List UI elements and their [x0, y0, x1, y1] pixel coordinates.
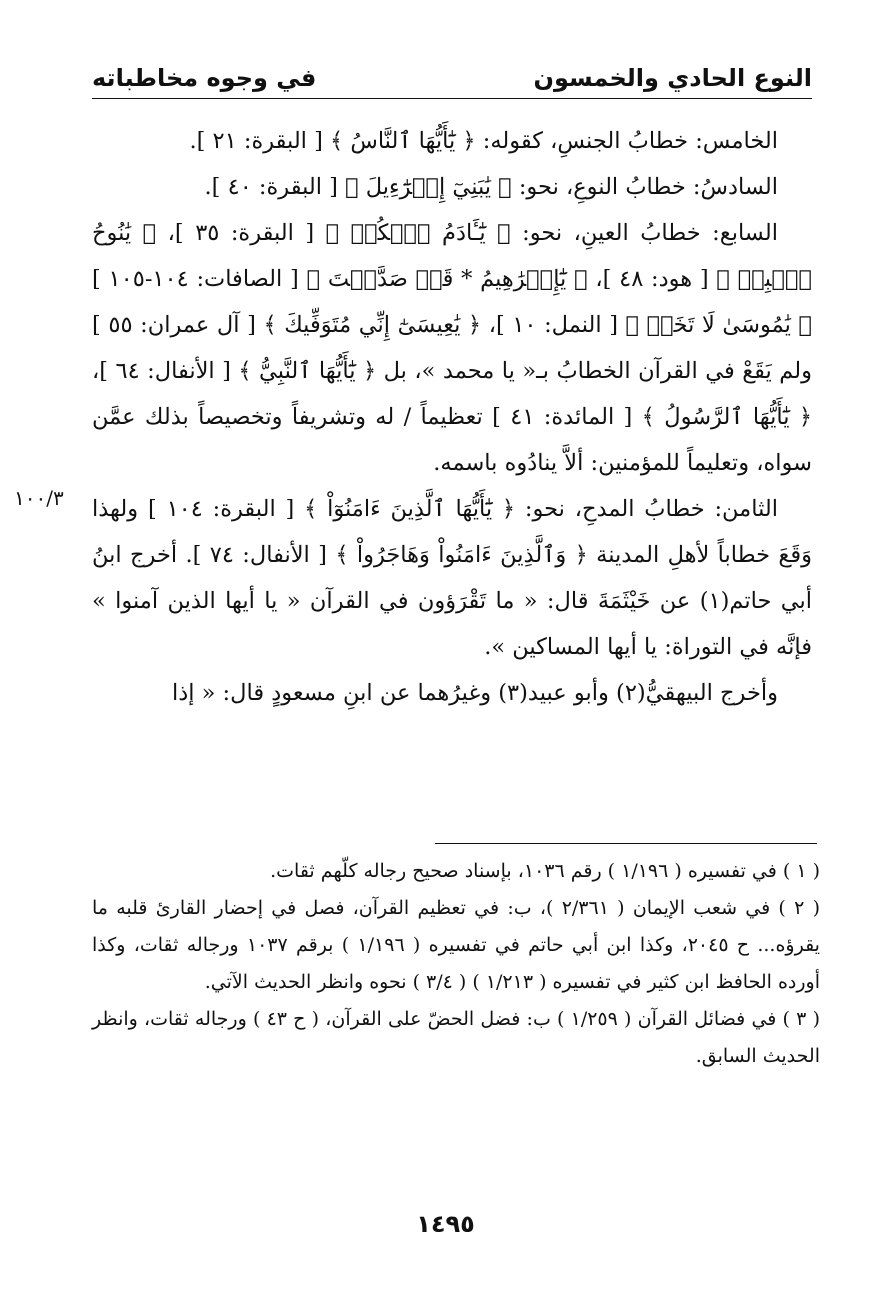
paragraph-eighth-address: الثامن: خطابُ المدحِ، نحو: ﴿ يَٰٓأَيُّهَا ٱلَّذِينَ ءَامَنُوٓاْ ﴾ [ البقرة: ١٠٤ ] ولهذا وَقَعَ خطاباً لأهلِ المدينة ﴿ وَٱلَّذِينَ ءَامَنُواْ وَهَاجَرُواْ ﴾ [ الأنفال: ٧٤ ]. أخرج ابنُ أبي حاتم(١) عن خَيْثَمَةَ قال: « ما تَقْرَؤون في القرآن « يا أيها الذين آمنوا » فإنَّه في التوراة: يا أيها المساكين ». — [92, 496, 812, 660]
footnote-separator — [435, 843, 817, 844]
paragraph-seventh-address: السابع: خطابُ العينِ، نحو: ﴿ يَٰٓـَٔادَمُ ٱسۡكُنۡ ﴾ [ البقرة: ٣٥ ]، ﴿ يَٰنُوحُ ٱهۡبِطۡ ﴾ [ هود: ٤٨ ]، ﴿ يَٰٓإِبۡرَٰهِيمُ * قَدۡ صَدَّقۡتَ ﴾ [ الصافات: ١٠٤-١٠٥ ] ﴿ يَٰمُوسَىٰ لَا تَخَفۡ ﴾ [ النمل: ١٠ ]، ﴿ يَٰعِيسَىٰٓ إِنِّي مُتَوَفِّيكَ ﴾ [ آل عمران: ٥٥ ] ولم يَقَعْ في القرآن الخطابُ بـ« يا محمد »، بل ﴿ يَٰٓأَيُّهَا ٱلنَّبِيُّ ﴾ [ الأنفال: ٦٤ ]، ﴿ يَٰٓأَيُّهَا ٱلرَّسُولُ ﴾ [ المائدة: ٤١ ] تعظيماً / له وتشريفاً وتخصيصاً بذلك عمَّن سواه، وتعليماً للمؤمنين: ألاَّ ينادُوه باسمه. — [92, 220, 813, 476]
footnote-1: ( ١ ) في تفسيره ( ١/١٩٦ ) رقم ١٠٣٦، بإسناد صحيح رجاله كلّهم ثقات. — [270, 860, 820, 882]
footnote-2: ( ٢ ) في شعب الإيمان ( ٢/٣٦١ )، ب: في تعظيم القرآن، فصل في إحضار القارئ قلبه ما يقرؤه... ح ٢٠٤٥، وكذا ابن أبي حاتم في تفسيره ( ١/١٩٦ ) برقم ١٠٣٧ ورجاله ثقات، وكذا أورده الحافظ ابن كثير في تفسيره ( ١/٢١٣ ) ( ٣/٤ ) نحوه وانظر الحديث الآتي. — [92, 897, 821, 993]
running-header — [92, 52, 812, 99]
paragraph-continued: وأخرج البيهقيُّ(٢) وأبو عبيد(٣) وغيرُهما عن ابنِ مسعودٍ قال: « إذا — [171, 680, 778, 706]
paragraph-fifth-address: الخامس: خطابُ الجنسِ، كقوله: ﴿ يَٰٓأَيُّهَا ٱلنَّاسُ ﴾ [ البقرة: ٢١ ]. — [189, 128, 778, 154]
main-text — [92, 118, 812, 716]
paragraph-sixth-address: السادسُ: خطابُ النوعِ، نحو: ﴿ يَٰبَنِيٓ إِسۡرَٰٓءِيلَ ﴾ [ البقرة: ٤٠ ]. — [204, 174, 778, 200]
page-number: ١٤٩٥ — [416, 1210, 475, 1238]
footnotes — [92, 853, 820, 1075]
footnote-3: ( ٣ ) في فضائل القرآن ( ١/٢٥٩ ) ب: فضل الحضّ على القرآن، ( ح ٤٣ ) ورجاله ثقات، وانظر الحديث السابق. — [92, 1008, 820, 1067]
header-chapter-title: النوع الحادي والخمسون — [533, 64, 812, 92]
header-section-title: في وجوه مخاطباته — [92, 64, 317, 92]
margin-page-reference: ١٠٠/٣ — [14, 486, 64, 510]
